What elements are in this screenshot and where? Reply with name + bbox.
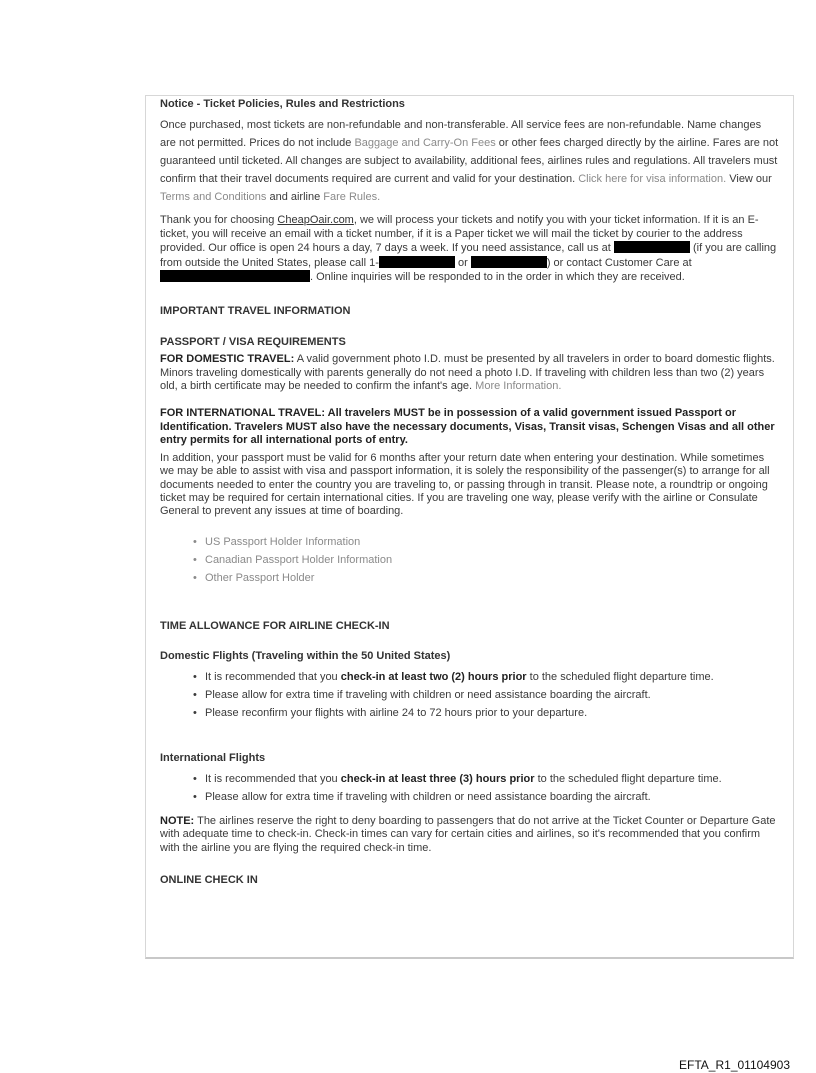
more-information-link[interactable]: More Information. (475, 380, 562, 393)
cheapoair-link[interactable]: CheapOair.com (277, 214, 354, 227)
redaction-box (379, 256, 455, 268)
redaction-box (160, 270, 310, 282)
other-passport-link[interactable]: • Other Passport Holder (160, 569, 779, 587)
visa-info-link[interactable]: Click here for visa information. (578, 173, 727, 186)
domestic-checkin-list (160, 668, 779, 722)
international-travel-bold: FOR INTERNATIONAL TRAVEL: All travelers MUST be in possession of a valid government issued Passport or Identification. Travelers MUST also have the necessary documents, Visas, Transit visas, Schengen Visas and all other entry permits for all international ports of entry. (160, 407, 775, 447)
domestic-travel-paragraph: FOR DOMESTIC TRAVEL: A valid government photo I.D. must be presented by all travelers in order to board domestic flights. Minors traveling domestically with parents generally do not need a photo I.D. If traveling with children less than two (2) years old, a birth certificate may be needed to confirm the infant's age. More Information. (160, 353, 775, 393)
thank-you-paragraph: Thank you for choosing CheapOair.com, we will process your tickets and notify you with your ticket information. If it is an E-ticket, you will receive an email with a ticket number, if it is a Paper ticket we will mail the ticket by courier to the address provided. Our office is open 24 hours a day, 7 days a week. If you need assistance, call us at (if you are calling from outside the United States, please call 1- or ) or contact Customer Care at . Online inquiries will be responded to in the order in which they are received. (160, 214, 777, 284)
terms-link[interactable]: Terms and Conditions (160, 191, 267, 204)
redaction-box (471, 256, 547, 268)
redaction-box (614, 241, 690, 253)
list-item: • Please allow for extra time if traveling with children or need assistance boarding the aircraft. (160, 788, 779, 806)
checkin-note: NOTE: The airlines reserve the right to deny boarding to passengers that do not arrive at the Ticket Counter or Departure Gate with adequate time to check-in. Check-in times can vary for certain cities and airlines, so it's recommended that you confirm with the airline you are flying the required check-in time. (160, 814, 776, 854)
notice-body: Once purchased, most tickets are non-refundable and non-transferable. All service fees are non-refundable. Name changes are not permitted. Prices do not include Baggage and Carry-On Fees or other fees charged directly by the airline. Fares are not guaranteed until ticketed. All changes are subject to availability, additional fees, airlines rules and regulations. All travelers must confirm that their travel documents required are current and valid for your destination. Click here for visa information. View our Terms and Conditions and airline Fare Rules. (160, 119, 779, 204)
notice-title: Notice - Ticket Policies, Rules and Restrictions (160, 98, 405, 110)
passport-visa-heading: PASSPORT / VISA REQUIREMENTS (160, 335, 346, 348)
list-item: • Please reconfirm your flights with airline 24 to 72 hours prior to your departure. (160, 704, 779, 722)
international-checkin-list (160, 770, 779, 806)
fare-rules-link[interactable]: Fare Rules. (323, 191, 381, 204)
list-item: • Please allow for extra time if traveling with children or need assistance boarding the aircraft. (160, 686, 779, 704)
online-checkin-heading: ONLINE CHECK IN (160, 874, 258, 887)
passport-links-list (160, 533, 779, 587)
us-passport-link[interactable]: • US Passport Holder Information (160, 533, 779, 551)
canadian-passport-link[interactable]: • Canadian Passport Holder Information (160, 551, 779, 569)
list-item: • It is recommended that you check-in at least three (3) hours prior to the scheduled flight departure time. (160, 770, 779, 788)
baggage-fees-link[interactable]: Baggage and Carry-On Fees (354, 137, 496, 150)
checkin-heading: TIME ALLOWANCE FOR AIRLINE CHECK-IN (160, 619, 390, 632)
international-travel-paragraph: In addition, your passport must be valid for 6 months after your return date when entering your destination. While sometimes we may be able to assist with visa and passport information, it is solely the responsibility of the passenger(s) to arrange for all documents needed to enter the country you are traveling to, or passing through in transit. Please note, a roundtrip or ongoing ticket may be required for certain international cities. If you are traveling one way, please verify with the airline or Consulate General to prevent any issues at time of boarding. (160, 451, 770, 518)
document-id: EFTA_R1_01104903 (679, 1058, 790, 1072)
domestic-flights-heading: Domestic Flights (Traveling within the 50 United States) (160, 650, 451, 663)
list-item: • It is recommended that you check-in at least two (2) hours prior to the scheduled flight departure time. (160, 668, 779, 686)
international-flights-heading: International Flights (160, 751, 266, 764)
important-info-heading: IMPORTANT TRAVEL INFORMATION (160, 305, 351, 318)
notice-panel (145, 95, 794, 959)
